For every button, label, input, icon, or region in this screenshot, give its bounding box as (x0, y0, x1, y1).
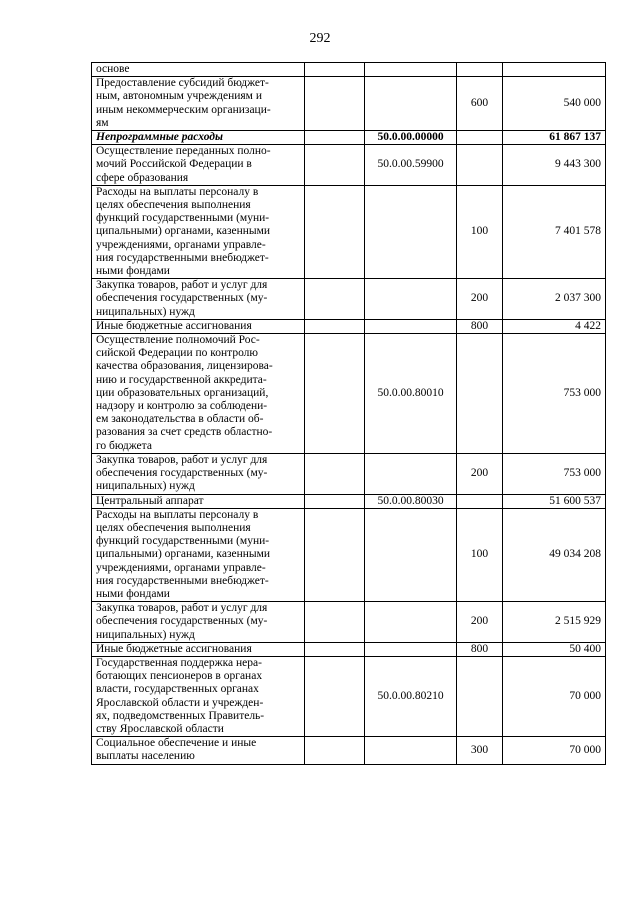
expense-name-cell (92, 334, 305, 454)
amount-cell: 753 000 (503, 453, 606, 494)
target-article-code (365, 453, 457, 494)
expense-name-line: Закупка товаров, работ и услуг для (96, 602, 268, 615)
expense-name-line: обеспечения государственных (му- (96, 615, 268, 628)
expense-name-cell (92, 453, 305, 494)
budget-table (91, 62, 606, 765)
table-row (92, 508, 606, 601)
target-article-code: 50.0.00.80210 (365, 656, 457, 736)
table-row (92, 63, 606, 77)
target-article-code (365, 319, 457, 333)
table-row (92, 185, 606, 278)
empty-cell (305, 602, 365, 643)
expense-name-line: Государственная поддержка нера- (96, 656, 262, 669)
amount-cell: 9 443 300 (503, 145, 606, 186)
amount-cell: 753 000 (503, 334, 606, 454)
expense-name-line: целях обеспечения выполнения (96, 199, 251, 212)
target-article-code (365, 63, 457, 77)
empty-cell (305, 508, 365, 601)
expense-name-line: ниципальных) нужд (96, 305, 195, 318)
expense-name-cell (92, 737, 305, 764)
target-article-code (365, 602, 457, 643)
expense-name-cell (92, 145, 305, 186)
expense-name-cell (92, 185, 305, 278)
expense-name-line: ботающих пенсионеров в органах (96, 670, 263, 683)
target-article-code (365, 185, 457, 278)
expense-name-line: Осуществление полномочий Рос- (96, 334, 260, 347)
table-row (92, 131, 606, 145)
expense-name-line: сийской Федерации по контролю (96, 347, 259, 360)
empty-cell (305, 279, 365, 320)
expense-type-code (457, 656, 503, 736)
expense-name-line: ципальными) органами, казенными (96, 548, 271, 561)
table-row (92, 453, 606, 494)
expense-name-cell (92, 319, 305, 333)
expense-name-cell (92, 494, 305, 508)
page-number: 292 (309, 31, 331, 46)
table-row (92, 737, 606, 764)
target-article-code: 50.0.00.80010 (365, 334, 457, 454)
target-article-code: 50.0.00.00000 (365, 131, 457, 145)
expense-name-line: функций государственными (муни- (96, 535, 270, 548)
expense-type-code (457, 494, 503, 508)
expense-type-code: 800 (457, 642, 503, 656)
expense-type-code: 300 (457, 737, 503, 764)
expense-type-code: 600 (457, 77, 503, 131)
expense-name-line: ниципальных) нужд (96, 628, 195, 641)
table-row (92, 656, 606, 736)
target-article-code (365, 642, 457, 656)
expense-name-line: ния государственными внебюджет- (96, 574, 269, 587)
expense-name-cell (92, 63, 305, 77)
target-article-code: 50.0.00.59900 (365, 145, 457, 186)
expense-name-line: качества образования, лицензирова- (96, 360, 273, 373)
amount-cell: 2 515 929 (503, 602, 606, 643)
table-row (92, 642, 606, 656)
empty-cell (305, 77, 365, 131)
target-article-code (365, 508, 457, 601)
expense-name-cell (92, 602, 305, 643)
expense-name-line: Ярославской области и учрежден- (96, 696, 264, 709)
expense-name-line: ния государственными внебюджет- (96, 251, 269, 264)
budget-table-body (92, 63, 606, 765)
expense-name-line: ниципальных) нужд (96, 480, 195, 493)
expense-type-code (457, 63, 503, 77)
expense-name-line: функций государственными (муни- (96, 212, 270, 225)
expense-type-code: 800 (457, 319, 503, 333)
expense-name-line: Расходы на выплаты персоналу в (96, 185, 259, 198)
amount-cell: 70 000 (503, 656, 606, 736)
expense-name-line: Закупка товаров, работ и услуг для (96, 279, 268, 292)
empty-cell (305, 453, 365, 494)
expense-name-cell (92, 77, 305, 131)
expense-name-line: сфере образования (96, 171, 189, 184)
empty-cell (305, 319, 365, 333)
expense-type-code (457, 131, 503, 145)
expense-name-line: власти, государственных органах (96, 683, 259, 696)
expense-name-line: Центральный аппарат (96, 494, 204, 507)
expense-name-line: выплаты населению (96, 750, 195, 763)
expense-name-line: Осуществление переданных полно- (96, 145, 271, 158)
target-article-code (365, 737, 457, 764)
expense-name-line: обеспечения государственных (му- (96, 467, 268, 480)
expense-type-code: 100 (457, 508, 503, 601)
expense-name-line: разования за счет средств областно- (96, 426, 273, 439)
expense-name-line: мочий Российской Федерации в (96, 158, 252, 171)
table-row (92, 602, 606, 643)
table-row (92, 279, 606, 320)
expense-name-line: Предоставление субсидий бюджет- (96, 77, 269, 90)
empty-cell (305, 737, 365, 764)
expense-type-code: 200 (457, 602, 503, 643)
target-article-code (365, 77, 457, 131)
empty-cell (305, 185, 365, 278)
table-row (92, 77, 606, 131)
expense-name-line: го бюджета (96, 439, 152, 452)
expense-name-cell (92, 131, 305, 145)
expense-name-cell (92, 656, 305, 736)
expense-name-line: надзору и контролю за соблюдени- (96, 400, 268, 413)
empty-cell (305, 642, 365, 656)
expense-name-line: Иные бюджетные ассигнования (96, 319, 252, 332)
expense-name-cell (92, 508, 305, 601)
expense-name-cell (92, 279, 305, 320)
empty-cell (305, 131, 365, 145)
amount-cell: 61 867 137 (503, 131, 606, 145)
expense-type-code (457, 334, 503, 454)
expense-name-line: нию и государственной аккредита- (96, 373, 267, 386)
table-row (92, 334, 606, 454)
expense-name-line: иным некоммерческим организаци- (96, 103, 271, 116)
target-article-code (365, 279, 457, 320)
table-row (92, 145, 606, 186)
amount-cell: 49 034 208 (503, 508, 606, 601)
expense-name-cell (92, 642, 305, 656)
empty-cell (305, 145, 365, 186)
expense-name-line: ству Ярославской области (96, 722, 224, 735)
expense-name-line: учреждениями, органами управле- (96, 561, 266, 574)
expense-name-line: Закупка товаров, работ и услуг для (96, 453, 268, 466)
empty-cell (305, 334, 365, 454)
amount-cell (503, 63, 606, 77)
table-row (92, 494, 606, 508)
amount-cell: 50 400 (503, 642, 606, 656)
expense-name-line: ципальными) органами, казенными (96, 225, 271, 238)
expense-type-code (457, 145, 503, 186)
expense-name-line: ем законодательства в области об- (96, 413, 264, 426)
expense-name-line: учреждениями, органами управле- (96, 238, 266, 251)
expense-name-line: ям (96, 116, 109, 129)
expense-name-line: ными фондами (96, 265, 170, 278)
amount-cell: 51 600 537 (503, 494, 606, 508)
expense-name-line: обеспечения государственных (му- (96, 292, 268, 305)
expense-name-line: Иные бюджетные ассигнования (96, 642, 252, 655)
expense-name-line: ными фондами (96, 587, 170, 600)
expense-name-line: ции образовательных организаций, (96, 386, 269, 399)
empty-cell (305, 656, 365, 736)
expense-name-line: ным, автономным учреждениям и (96, 90, 262, 103)
expense-name-line: Расходы на выплаты персоналу в (96, 508, 259, 521)
empty-cell (305, 494, 365, 508)
expense-name-line: основе (96, 63, 130, 75)
amount-cell: 540 000 (503, 77, 606, 131)
amount-cell: 70 000 (503, 737, 606, 764)
expense-name-line: Непрограммные расходы (96, 131, 223, 144)
expense-type-code: 200 (457, 453, 503, 494)
expense-name-line: целях обеспечения выполнения (96, 521, 251, 534)
expense-name-line: Социальное обеспечение и иные (96, 737, 257, 750)
amount-cell: 2 037 300 (503, 279, 606, 320)
target-article-code: 50.0.00.80030 (365, 494, 457, 508)
amount-cell: 4 422 (503, 319, 606, 333)
expense-type-code: 200 (457, 279, 503, 320)
table-row (92, 319, 606, 333)
empty-cell (305, 63, 365, 77)
expense-name-line: ях, подведомственных Правитель- (96, 709, 265, 722)
expense-type-code: 100 (457, 185, 503, 278)
amount-cell: 7 401 578 (503, 185, 606, 278)
